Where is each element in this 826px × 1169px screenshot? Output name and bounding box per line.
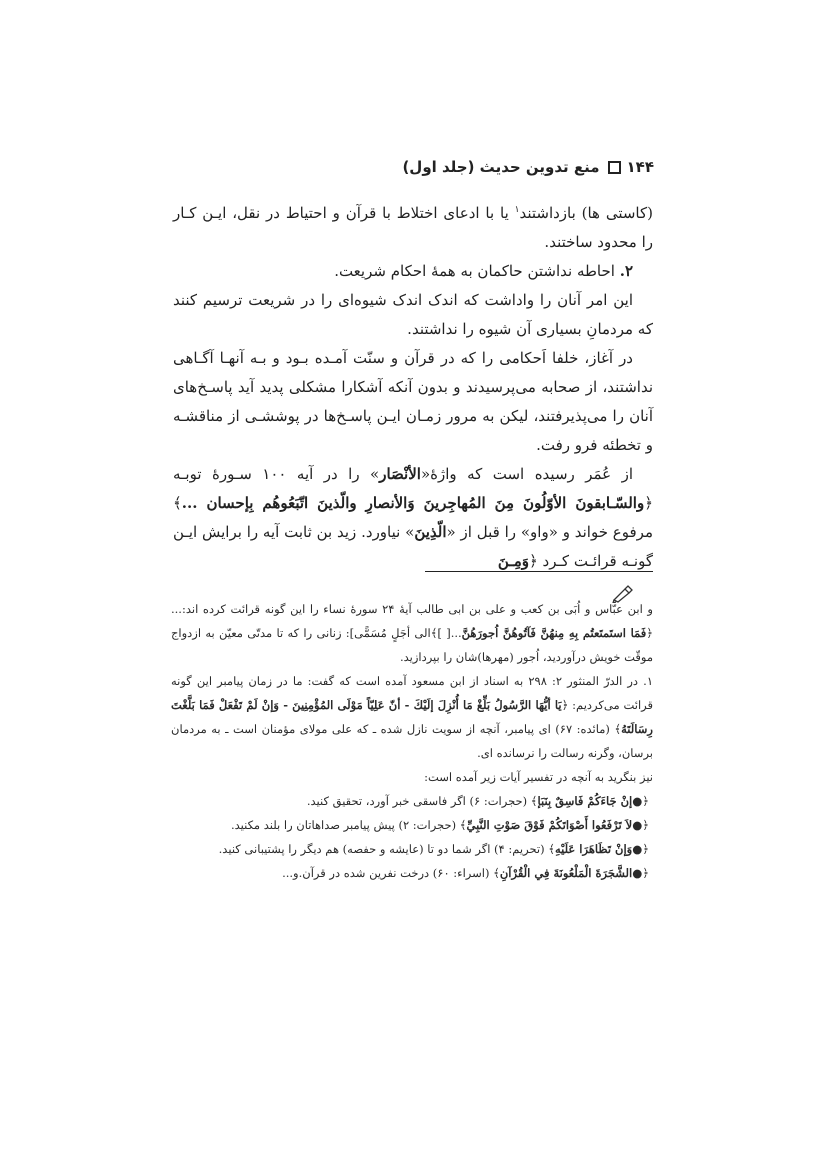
footnote-2: نیز بنگرید به آنچه در تفسیر آیات زیر آمده است: bbox=[424, 770, 653, 784]
footnote-ref-1: ۱ bbox=[514, 205, 520, 215]
paragraph-1: (کاستی ها) بازداشتند$^۱$ یا با ادعای اختلاط با قرآن و احتیاط در نقل، ایـن کـار را محدود ساختند. bbox=[173, 204, 653, 251]
footnote-continued: و ابن عبّاس و اُبَی بن کعب و علی بن ابی طالب آیهٔ ۲۴ سورهٔ نساء را این گونه قرائت کرده اند:... ﴿فَمَا استَمتَعتُم بِهِ مِنهُنَّ فَآتُوهُنَّ اُجورَهُنَّ...[ ]﴾الی أجَلٍ مُسَمًّی]: زنانی را که تا مدتّی معیّن به ازدواج موقّت خویش درآوردید، اُجور (مهرها)شان را بپردازید. bbox=[171, 602, 653, 664]
paragraph-3: این امر آنان را واداشت که اندک اندک شیوه‌ای را در شریعت ترسیم کنند که مردمانِ بسیاری آن شیوه را نداشتند. bbox=[173, 291, 653, 338]
verse-line-3: ﴿●وَإنْ تَظَاهَرَا عَلَيْهِ﴾ (تحریم: ۴) اگر شما دو تا (عایشه و حفصه) هم دیگر را پشتیبانی کنید. bbox=[218, 842, 649, 856]
page-number: ۱۴۴ bbox=[626, 158, 654, 176]
paragraph-4: در آغاز، خلفا اَحکامی را که در قرآن و سنّت آمـده بـود و بـه آنهـا آگـاهی نداشتند، از صحابه می‌پرسیدند و بدون آنکه آشکارا مشکلی پدید آید پاسـخ‌های آنان را می‌پذیرفتند، لیکن به مرور زمـان ایـن پاسـخ‌ها در پوششـی از مناقشـه و تخطئه فرو رفت. bbox=[173, 349, 653, 454]
footnote-1: ۱. در الدرّ المنثور ۲: ۲۹۸ به اسناد از ابن مسعود آمده است که گفت: ما در زمان پیامبر این گونه قرائت می‌کردیم: ﴿يَا أيُّهَا الرَّسُولُ بَلِّغْ مَا أُنْزِلَ إلَيْكَ - أنّ عَلِيّاً مَوْلَى المُؤْمِنِينَ - وَإنْ لَمْ تَفْعَلْ فَمَا بَلَّغْتَ رِسَالَتَهُ﴾ (مائده: ۶۷) ای پیامبر، آنچه از سویت نازل شده ـ که علی مولای مؤمنان است ـ به مردمان برسان، وگرنه رسالت را نرسانده ای. bbox=[171, 674, 653, 760]
main-text bbox=[173, 196, 653, 576]
paragraph-2: ۲. احاطه نداشتن حاکمان به همهٔ احکام شریعت. bbox=[334, 262, 633, 280]
running-header bbox=[402, 158, 654, 176]
verse-line-4: ﴿●الشَّجَرَةَ الْمَلْعُونَةَ فِي الْقُرْآنِ﴾ (اسراء: ۶۰) درخت نفرین شده در قرآن.و... bbox=[282, 866, 649, 880]
square-bullet-icon bbox=[608, 161, 621, 174]
footnote-divider bbox=[425, 571, 653, 572]
running-title: منع تدوین حدیث (جلد اول) bbox=[402, 158, 600, 176]
footnotes bbox=[171, 597, 653, 885]
verse-line-1: ﴿●إنْ جَاءَكُمْ فَاسِقٌ بِنَبَإ﴾ (حجرات: ۶) اگر فاسقی خبر آورد، تحقیق کنید. bbox=[306, 794, 649, 808]
paragraph-5: از عُمَر رسیده است که واژهٔ«الأنْصَار» را در آیه ۱۰۰ سـورهٔ توبـه ﴿والسّـابقونَ الأوّلُونَ مِنَ المُهاجِرينَ وَالأنصارِ والّذينَ اتّبَعُوهُم بِإحسان ...﴾مرفوع خواند و «واو» را قبل از «الّذِينَ» نیاورد. زید بن ثابت آیه را برایش ایـن گونـه قرائـت کـرد ﴿وَمِـنَ bbox=[173, 465, 653, 570]
verse-line-2: ﴿●لاَ تَرْفَعُوا أَصْوَاتَكُمْ فَوْقَ صَوْتِ النَّبِيِّ﴾ (حجرات: ۲) پیش پیامبر صداهاتان را بلند مکنید. bbox=[230, 818, 649, 832]
